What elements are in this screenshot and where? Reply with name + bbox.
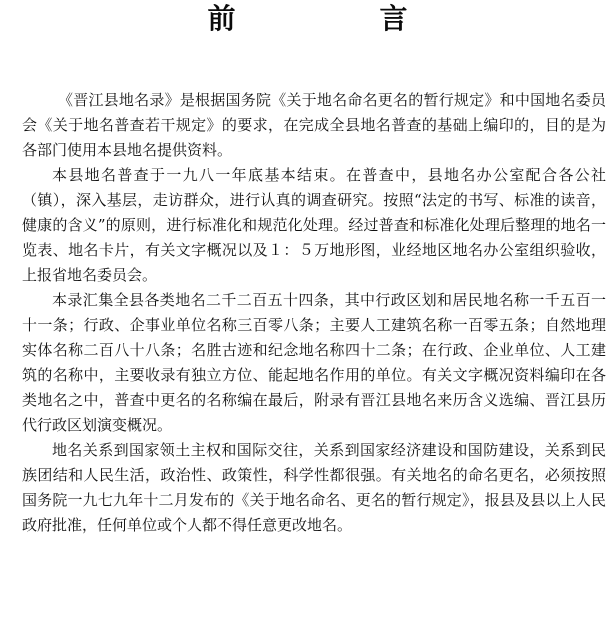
document-body bbox=[22, 88, 606, 538]
paragraph-2: 本县地名普查于一九八一年底基本结束。在普查中，县地名办公室配合各公社（镇），深入基层，走访群众，进行认真的调查研究。按照“法定的书写、标准的读音，健康的含义”的原则，进行标准化和规范化处理。经过普查和标准化处理后整理的地名一览表、地名卡片，有关文字概况以及１：５万地形图，业经地区地名办公室组织验收，上报省地名委员会。 bbox=[22, 166, 606, 284]
paragraph-3: 本录汇集全县各类地名二千二百五十四条，其中行政区划和居民地名称一千五百一十一条；行政、企事业单位名称三百零八条；主要人工建筑名称一百零五条；自然地理实体名称二百八十八条；名胜古迹和纪念地名称四十二条；在行政、企业单位、人工建筑的名称中，主要收录有独立方位、能起地名作用的单位。有关文字概况资料编印在各类地名之中，普查中更名的名称编在最后，附录有晋江县地名来历含义选编、晋江县历代行政区划演变概况。 bbox=[22, 291, 606, 434]
paragraph-4: 地名关系到国家领土主权和国际交往，关系到国家经济建设和国防建设，关系到民族团结和人民生活，政治性、政策性，科学性都很强。有关地名的命名更名，必须按照国务院一九七九年十二月发布的《关于地名命名、更名的暂行规定》，报县及县以上人民政府批准，任何单位或个人都不得任意更改地名。 bbox=[22, 441, 606, 534]
paragraph-1: 《晋江县地名录》是根据国务院《关于地名命名更名的暂行规定》和中国地名委员会《关于地名普查若干规定》的要求，在完成全县地名普查的基础上编印的，目的是为各部门使用本县地名提供资料。 bbox=[22, 91, 606, 159]
page-title: 前 言 bbox=[207, 2, 466, 35]
